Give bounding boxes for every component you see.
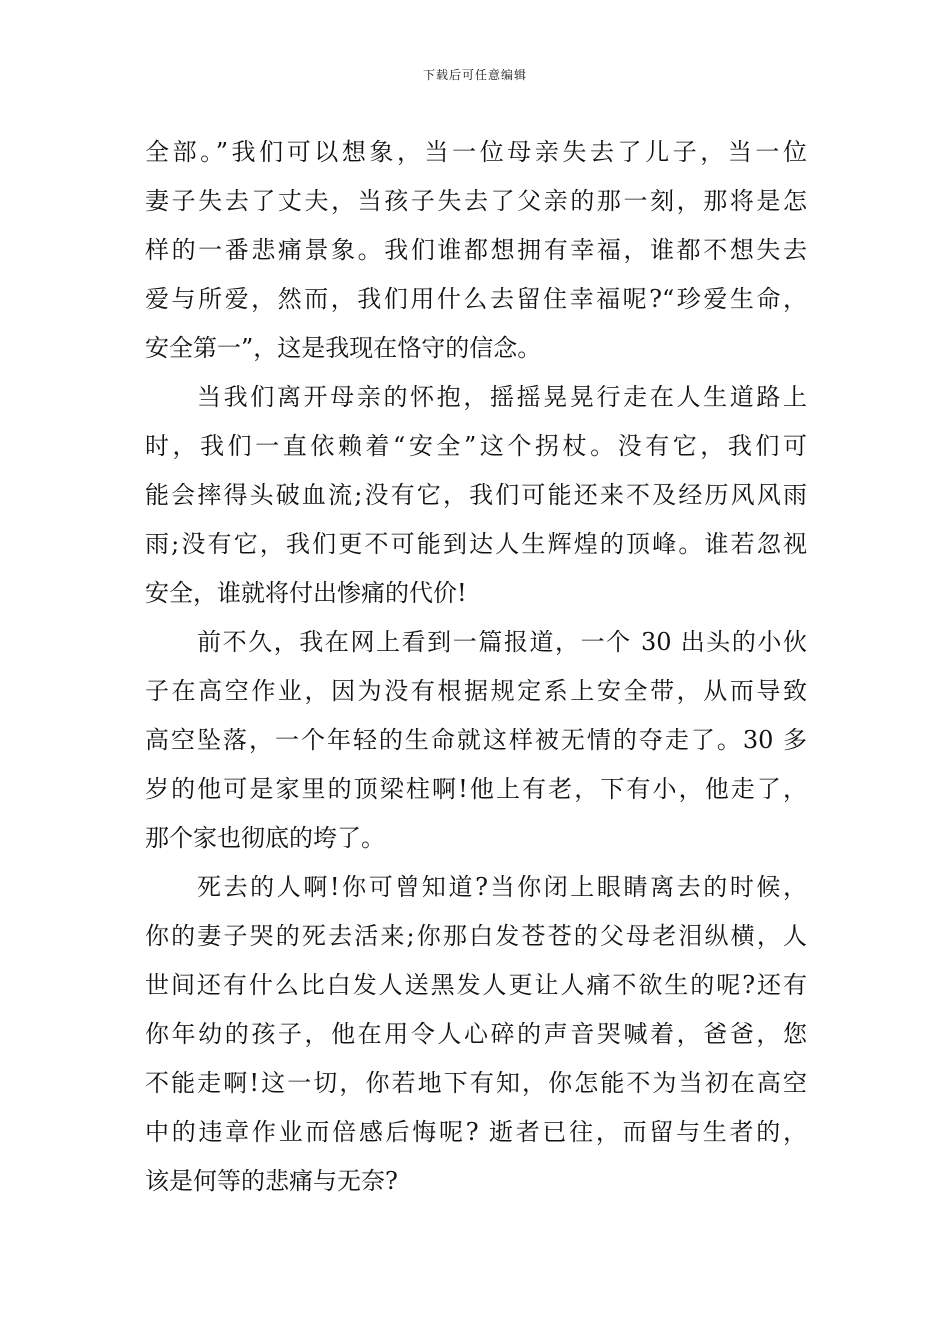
text-line: 你年幼的孩子，他在用令人心碎的声音哭喊着，爸爸，您 xyxy=(145,1020,807,1048)
text-line: 前不久，我在网上看到一篇报道，一个 30 出头的小伙 xyxy=(197,628,807,656)
paragraph-1 xyxy=(145,128,807,373)
text-line: 样的一番悲痛景象。我们谁都想拥有幸福，谁都不想失去 xyxy=(145,236,807,264)
paragraph-3 xyxy=(145,618,807,863)
paragraph-4 xyxy=(145,863,807,1206)
text-line: 死去的人啊!你可曾知道?当你闭上眼睛离去的时候， xyxy=(197,873,807,901)
paragraph-2 xyxy=(145,373,807,618)
text-line: 岁的他可是家里的顶梁柱啊!他上有老，下有小，他走了， xyxy=(145,775,807,803)
text-line: 雨;没有它，我们更不可能到达人生辉煌的顶峰。谁若忽视 xyxy=(145,530,807,558)
text-line: 安全第一”，这是我现在恪守的信念。 xyxy=(145,334,542,362)
text-line: 时，我们一直依赖着“安全”这个拐杖。没有它，我们可 xyxy=(145,432,807,460)
text-line: 安全，谁就将付出惨痛的代价! xyxy=(145,579,467,607)
text-line: 能会摔得头破血流;没有它，我们可能还来不及经历风风雨 xyxy=(145,481,807,509)
text-line: 子在高空作业，因为没有根据规定系上安全带，从而导致 xyxy=(145,677,807,705)
text-line: 该是何等的悲痛与无奈? xyxy=(145,1167,398,1195)
text-line: 爱与所爱，然而，我们用什么去留住幸福呢?“珍爱生命， xyxy=(145,285,807,313)
text-line: 妻子失去了丈夫，当孩子失去了父亲的那一刻，那将是怎 xyxy=(145,187,807,215)
page-header: 下载后可任意编辑 xyxy=(422,68,527,82)
text-line: 高空坠落，一个年轻的生命就这样被无情的夺走了。30 多 xyxy=(145,726,807,754)
text-line: 中的违章作业而倍感后悔呢? 逝者已往，而留与生者的， xyxy=(145,1118,807,1146)
text-line: 世间还有什么比白发人送黑发人更让人痛不欲生的呢?还有 xyxy=(145,971,807,999)
text-line: 那个家也彻底的垮了。 xyxy=(145,824,385,852)
text-line: 你的妻子哭的死去活来;你那白发苍苍的父母老泪纵横，人 xyxy=(145,922,807,950)
text-line: 全部。”我们可以想象，当一位母亲失去了儿子，当一位 xyxy=(145,138,807,166)
text-line: 当我们离开母亲的怀抱，摇摇晃晃行走在人生道路上 xyxy=(197,383,807,411)
text-line: 不能走啊!这一切，你若地下有知，你怎能不为当初在高空 xyxy=(145,1069,807,1097)
document-body xyxy=(145,128,807,1206)
